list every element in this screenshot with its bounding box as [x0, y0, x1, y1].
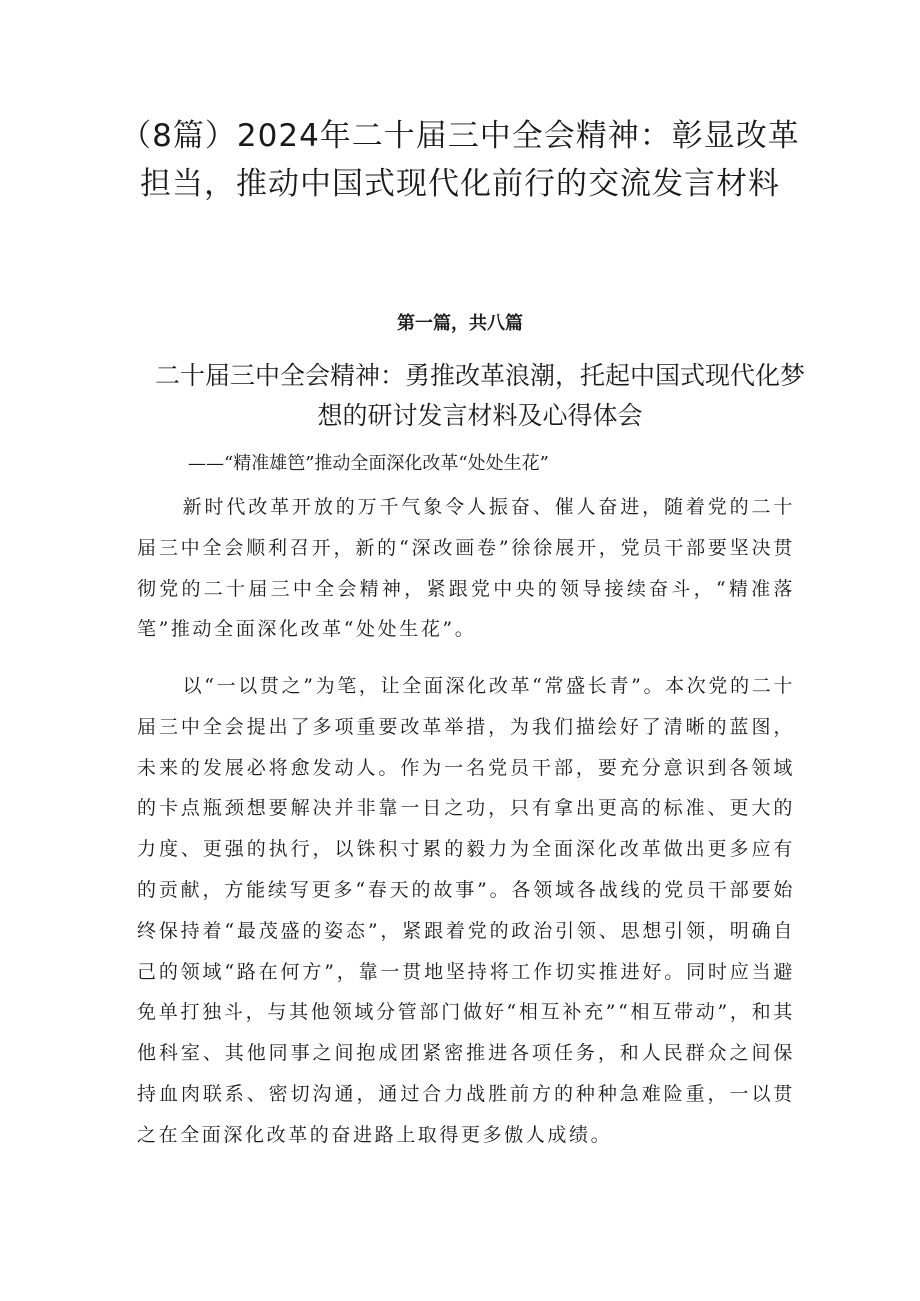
article-subheading: ——“精准雄笆”推动全面深化改革“处处生花” — [188, 453, 549, 474]
article-title: 二十届三中全会精神：勇推改革浪潮，托起中国式现代化梦想的研讨发言材料及心得体会 — [154, 361, 805, 430]
body-paragraph: 以“一以贯之”为笔，让全面深化改革“常盛长青”。本次党的二十届三中全会提出了多项重要改革举措，为我们描绘好了清晰的蓝图，未来的发展必将愈发动人。作为一名党员干部，要充分意识到各领域的卡点瓶颈想要解决并非靠一日之功，只有拿出更高的标准、更大的力度、更强的执行，以铢积寸累的毅力为全面深化改革做出更多应有的贡献，方能续写更多“春天的故事”。各领域各战线的党员干部要始终保持着“最茂盛的姿态”，紧跟着党的政治引领、思想引领，明确自己的领域“路在何方”，靠一贯地坚持将工作切实推进好。同时应当避免单打独斗，与其他领域分管部门做好“相互补充”“相互带动”，和其他科室、其他同事之间抱成团紧密推进各项任务，和人民群众之间保持血肉联系、密切沟通，通过合力战胜前方的种种急难险重，一以贯之在全面深化改革的奋进路上取得更多傲人成绩。 — [137, 675, 795, 1146]
body-paragraph: 新时代改革开放的万千气象令人振奋、催人奋进，随着党的二十届三中全会顺利召开，新的“深改画卷”徐徐展开，党员干部要坚决贯彻党的二十届三中全会精神，紧跟党中央的领导接续奋斗，“精准落笔”推动全面深化改革“处处生花”。 — [137, 496, 795, 641]
part-label: 第一篇，共八篇 — [397, 313, 523, 334]
document-title: （8篇）2024年二十届三中全会精神：彰显改革担当，推动中国式现代化前行的交流发言材料 — [120, 118, 800, 202]
